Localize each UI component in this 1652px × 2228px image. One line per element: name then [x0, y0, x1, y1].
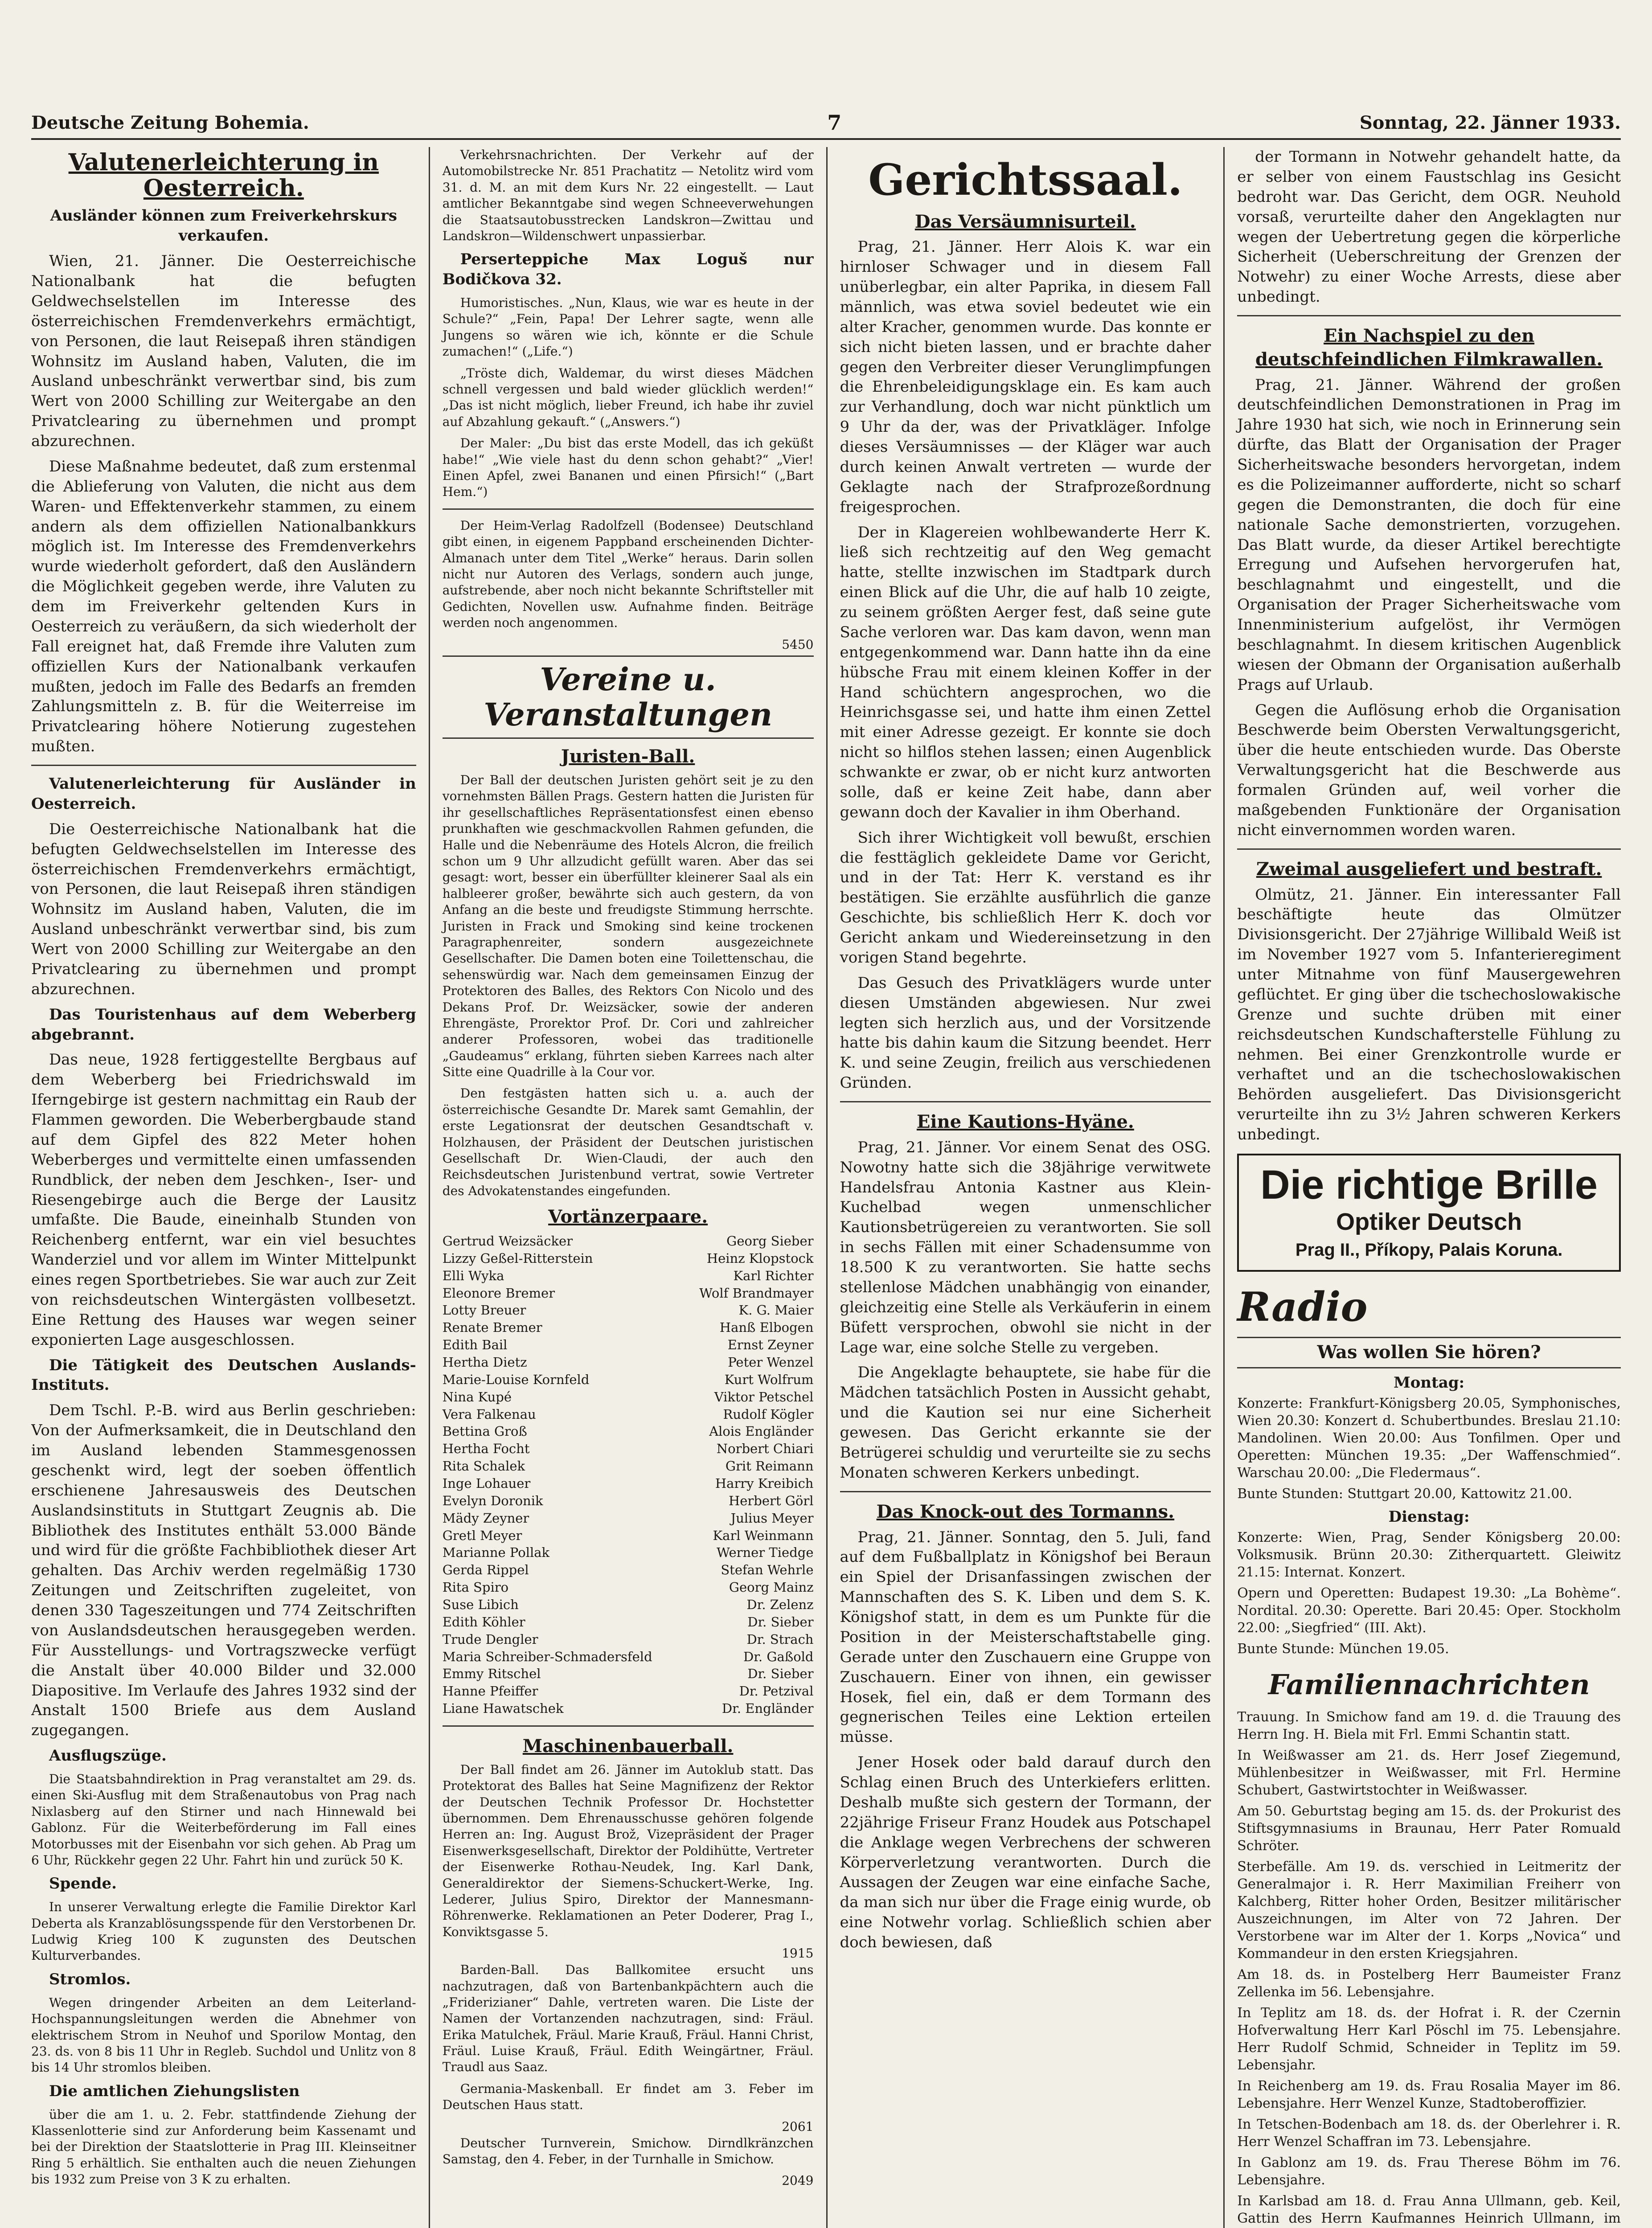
- dancer-gentleman: Dr. Gaßold: [743, 1649, 814, 1664]
- optician-advertisement: [1237, 1154, 1621, 1272]
- dance-pair-row: [443, 1596, 814, 1614]
- dancer-lady: Hertha Dietz: [442, 1355, 527, 1370]
- family-entry: Sterbefälle. Am 19. ds. verschied in Leitmeritz der Generalmajor i. R. Herr Maximilian Freiherr von Kalchberg, Ritter hoher Orden, Besitzer militärischer Auszeichnungen, im Alter von 72 Jahren. Der Verstorbene war im Alter der 1. Korps „Novica“ und Kommandeur in den ersten Kriegsjahren.: [1237, 1859, 1621, 1962]
- dance-pair-row: [443, 1354, 814, 1371]
- dance-pair-row: [443, 1388, 814, 1406]
- dancer-lady: Inge Lohauer: [442, 1476, 531, 1491]
- paragraph: Olmütz, 21. Jänner. Ein interessanter Fall beschäftigte heute das Olmützer Divisionsgericht. Der 27jährige Willibald Weiß ist im November 1927 vom 5. Infanterieregiment unter Mitnahme von fünf Mausergewehren geflüchtet. Er ging über die tschechoslowakische Grenze und suchte drüben mit einer reichsdeutschen Kundschafterstelle Fühlung zu nehmen. Bei einer Grenzkontrolle wurde er verhaftet und an die tschechoslowakischen Behörden ausgeliefert. Das Divisionsgericht verurteilte ihn zu 3½ Jahren schweren Kerkers unbedingt.: [1237, 885, 1621, 1144]
- article-title: Das Versäumnisurteil.: [914, 211, 1136, 232]
- dancer-gentleman: Kurt Wolfrum: [724, 1372, 814, 1387]
- paragraph: Das Gesuch des Privatklägers wurde unter diesen Umständen abgewiesen. Nur zwei legten sich herzlich aus, und der Vorsitzende hatte bis dahin kaum die Sitzung beendet. Herr K. und seine Zeugin, freilich aus verschiedenen Gründen.: [840, 974, 1211, 1092]
- paragraph: Den festgästen hatten sich u. a. auch der österreichische Gesandte Dr. Marek samt Gemahlin, der erste Legationsrat der deutschen Gesandtschaft v. Holzhausen, der Präsident der Deutschen juristischen Gesellschaft Dr. Wien-Claudi, der auch den Reichsdeutschen Juristenbund vertrat, sowie Vertreter des Advokatenstandes eingefunden.: [442, 1086, 814, 1198]
- page-header: [31, 107, 1621, 140]
- dancer-gentleman: Georg Sieber: [726, 1233, 814, 1249]
- dancer-gentleman: Dr. Zelenz: [746, 1597, 814, 1613]
- dancer-gentleman: Stefan Wehrle: [721, 1562, 814, 1578]
- dance-pair-row: [443, 1648, 814, 1666]
- dancer-lady: Rita Schalek: [442, 1458, 525, 1474]
- newspaper-name: Deutsche Zeitung Bohemia.: [31, 112, 309, 133]
- short-heading: Das Touristenhaus auf dem Weberberg abgebrannt.: [31, 1005, 416, 1044]
- dancer-lady: Trude Dengler: [442, 1631, 538, 1647]
- short-heading: Die amtlichen Ziehungslisten: [49, 2082, 300, 2100]
- list-title: Vortänzerpaare.: [548, 1206, 708, 1228]
- article-title: Valutenerleichterung in Oesterreich.: [68, 149, 379, 202]
- dancer-gentleman: Dr. Petzival: [739, 1683, 814, 1699]
- dancer-lady: Elli Wyka: [442, 1268, 504, 1283]
- dancer-lady: Hanne Pfeiffer: [442, 1683, 538, 1699]
- page-number: 7: [827, 111, 842, 135]
- short-heading: Stromlos.: [49, 1970, 131, 1988]
- radio-section-title: Radio: [1237, 1283, 1368, 1331]
- family-entry: Am 50. Geburtstag beging am 15. ds. der Prokurist des Stiftsgymnasiums in Braunau, Herr Pater Romuald Schröter.: [1237, 1803, 1621, 1854]
- article-title: Das Knock-out des Tormanns.: [876, 1501, 1175, 1522]
- dancer-gentleman: Dr. Engländer: [721, 1701, 814, 1716]
- dance-pair-row: [443, 1250, 814, 1267]
- dance-pair-row: [443, 1233, 814, 1250]
- short-heading: Die Tätigkeit des Deutschen Auslands-Instituts.: [31, 1356, 416, 1394]
- dancer-lady: Edith Köhler: [442, 1614, 525, 1630]
- short-heading: Spende.: [49, 1875, 117, 1893]
- dancer-gentleman: Rudolf Kögler: [723, 1406, 814, 1422]
- dancer-lady: Maria Schreiber-Schmadersfeld: [442, 1649, 652, 1664]
- paragraph: Jener Hosek oder bald darauf durch den Schlag einen Bruch des Unterkiefers erlitten. Deshalb mußte sich gestern der Tormann, der 22jährige Friseur Franz Houdek aus Potschapel die Anklage wegen Verbrechens der schweren Körperverletzung verantworten. Durch die Aussagen der Zeugen war eine einfache Sache, da man sich nur über die Frage einig wurde, ob eine Notwehr vorlag. Schließlich schien aber doch bewiesen, daß: [840, 1753, 1211, 1952]
- dance-pair-row: [443, 1561, 814, 1579]
- advertisement-line: Perserteppiche Max Loguš nur Bodičkova 32.: [442, 250, 814, 289]
- section-title: Vereine u. Veranstaltungen: [443, 655, 814, 739]
- dance-pair-row: [443, 1665, 814, 1683]
- dancer-gentleman: Peter Wenzel: [728, 1355, 814, 1370]
- dance-pair-row: [443, 1458, 814, 1475]
- day-heading: Dienstag:: [1388, 1508, 1470, 1526]
- dance-pair-row: [443, 1406, 814, 1423]
- dance-pair-row: [443, 1423, 814, 1440]
- paragraph: Germania-Maskenball. Er findet am 3. Feber im Deutschen Haus statt.: [442, 2081, 814, 2113]
- paragraph: Der in Klagereien wohlbewanderte Herr K. ließ sich rechtzeitig auf den Weg gemacht hatte, stellte inzwischen im Stadtpark durch einen Blick auf die Uhr, die auf halb 10 zeigte, zu seinem größten Aerger fest, daß seine gute Sache verloren war. Das kam davon, wenn man entgegenkommend war. Dann hatte ihn da eine hübsche Frau mit einem kleinen Koffer in der Hand schüchtern angesprochen, wo die Heinrichsgasse sei, und hatte ihm einen Zettel mit einer Adresse gezeigt. Er konnte sie doch nicht so hilflos stehen lassen; einen Augenblick schwankte er zwar, ob er nicht kurz antworten solle, daß er keine Zeit habe, dann aber gewann doch der Kavalier in ihm Oberhand.: [840, 523, 1211, 821]
- family-entry: In Weißwasser am 21. ds. Herr Josef Ziegemund, Mühlenbesitzer in Weißwasser, mit Frl. Hermine Schubert, Gastwirtstochter in Weißwasser.: [1237, 1747, 1621, 1798]
- family-entry: In Karlsbad am 18. d. Frau Anna Ullmann, geb. Keil, Gattin des Herrn Kaufmannes Heinrich Ullmann, im: [1237, 2193, 1621, 2226]
- family-entry: In Gablonz am 19. ds. Frau Therese Böhm im 76. Lebensjahre.: [1237, 2154, 1621, 2188]
- divider: [1237, 848, 1621, 850]
- family-entry: Trauung. In Smichow fand am 19. d. die Trauung des Herrn Ing. H. Biela mit Frl. Emmi Schantin statt.: [1237, 1709, 1621, 1742]
- reference-number: 2061: [782, 2119, 814, 2134]
- article-title: Maschinenbauerball.: [522, 1736, 734, 1757]
- dancer-gentleman: Norbert Chiari: [716, 1441, 814, 1457]
- article-title: Juristen-Ball.: [561, 746, 695, 767]
- dance-pair-row: [443, 1319, 814, 1336]
- paragraph: Der Maler: „Du bist das erste Modell, das ich geküßt habe!“ „Wie viele hast du denn schon gehabt?“ „Vier! Einen Apfel, zwei Bananen und einen Pfirsich!“ („Bart Hem.“): [442, 436, 814, 500]
- column-4: [1223, 147, 1621, 2228]
- dancer-lady: Edith Bail: [442, 1337, 508, 1353]
- reference-number: 5450: [782, 637, 814, 652]
- dancer-lady: Lizzy Geßel-Ritterstein: [442, 1250, 593, 1266]
- column-1: [31, 147, 429, 2228]
- dancer-lady: Vera Falkenau: [442, 1406, 536, 1422]
- family-entry: In Teplitz am 18. ds. der Hofrat i. R. der Czernin Hofverwaltung Herr Karl Pöschl im 75. Lebensjahre. Herr Rudolf Schmid, Schneider in Teplitz im 59. Lebensjahr.: [1237, 2005, 1621, 2073]
- dancer-gentleman: Herbert Görl: [728, 1493, 814, 1508]
- paragraph: Prag, 21. Jänner. Während der großen deutschfeindlichen Demonstrationen in Prag im Jahre 1930 hat sich, wie noch in Erinnerung sein dürfte, das Blatt der Organisation der Prager Sicherheitswache besonders hervorgetan, indem es die Polizeimanner aufforderte, nicht so scharf gegen die Demonstranten, die doch für eine nationale Sache demonstrierten, vorzugehen. Das Blatt wurde, da dieser Artikel berechtigte Erregung und Aufsehen hervorgerufen hat, beschlagnahmt und eingestellt, und die Organisation der Prager Sicherheitswache vom Innenministerium aufgelöst, ihr Vermögen beschlagnahmt. In diesem kritischen Augenblick wiesen der Obmann der Organisation außerhalb Prags auf Urlaub.: [1237, 376, 1621, 694]
- dancer-gentleman: Dr. Sieber: [747, 1614, 814, 1630]
- program-entry: Bunte Stunden: Stuttgart 20.00, Kattowitz 21.00.: [1237, 1486, 1573, 1502]
- dancer-gentleman: Ernst Zeyner: [727, 1337, 814, 1353]
- paragraph: Humoristisches. „Nun, Klaus, wie war es heute in der Schule?“ „Fein, Papa! Der Lehrer sagte, wenn alle Jungens so wären wie ich, könnte er die Schule zumachen!“ („Life.“): [442, 295, 814, 359]
- dance-pair-row: [443, 1510, 814, 1527]
- short-heading: Ausflugszüge.: [49, 1747, 167, 1765]
- dance-pair-row: [443, 1631, 814, 1648]
- dance-pair-row: [443, 1371, 814, 1388]
- dancer-lady: Suse Libich: [442, 1597, 519, 1613]
- ad-company: Optiker Deutsch: [1336, 1208, 1522, 1236]
- paragraph: Deutscher Turnverein, Smichow. Dirndlkränzchen Samstag, den 4. Feber, in der Turnhalle in Smichow.: [442, 2135, 814, 2167]
- divider: [443, 508, 814, 510]
- dancer-gentleman: Dr. Strach: [746, 1631, 814, 1647]
- paragraph: Das neue, 1928 fertiggestellte Bergbaus auf dem Weberberg bei Friedrichswald im Iferngebirge ist gestern nachmittag ein Raub der Flammen geworden. Die Weberbergbaude stand auf dem Gipfel des 822 Meter hohen Weberberges und vermittelte einen umfassenden Rundblick, der neben dem Jeschken-, Iser- und Riesengebirge auch die Berge der Lausitz umfaßte. Die Baude, eineinhalb Stunden von Reichenberg entfernt, war ein viel besuchtes Wanderziel und vor allem im Winter Mittelpunkt eines regen Sportbetriebes. Sie war auch zur Zeit von reichsdeutschen Wintergästen vollbesetzt. Eine Rettung des Hauses war wegen seiner exponierten Lage ausgeschlossen.: [31, 1051, 416, 1349]
- dancer-gentleman: Alois Engländer: [709, 1424, 814, 1439]
- paragraph: Die Angeklagte behauptete, sie habe für die Mädchen tatsächlich Posten in Aussicht gehabt, und die Kaution sei nur eine Sicherheit gewesen. Das Gericht erkannte sie der Betrügerei schuldig und verurteilte sie zu sechs Monaten schweren Kerkers unbedingt.: [840, 1364, 1211, 1482]
- dancer-lady: Gretl Meyer: [442, 1528, 522, 1543]
- columns: [31, 147, 1621, 2228]
- paragraph: Die Staatsbahndirektion in Prag veranstaltet am 29. ds. einen Ski-Ausflug mit dem Straßenautobus von Prag nach Nixlasberg auf den Stirner und nach Hinnewald bei Gablonz. Für die Weiterbeförderung im Fall eines Motorbusses mit der Eisenbahn vor sich gehen. Ab Prag um 6 Uhr, Rückkehr gegen 22 Uhr. Fahrt hin und zurück 50 K.: [31, 1772, 416, 1868]
- divider: [443, 1725, 814, 1727]
- dancer-gentleman: K. G. Maier: [738, 1302, 814, 1318]
- dance-pair-row: [443, 1544, 814, 1561]
- dance-pair-row: [443, 1683, 814, 1700]
- paragraph: Verkehrsnachrichten. Der Verkehr auf der Automobilstrecke Nr. 851 Prachatitz — Netolitz wird vom 31. d. M. an mit dem Kurs Nr. 22 eingestellt. — Laut amtlicher Bekanntgabe sind wegen Schneeverwehungen die Staatsautobusstrecken Landskron—Zwittau und Landskron—Wildenschwert unpassierbar.: [442, 147, 814, 243]
- article-title: Eine Kautions-Hyäne.: [916, 1111, 1134, 1133]
- dance-pair-row: [443, 1302, 814, 1319]
- paragraph: Gegen die Auflösung erhob die Organisation Beschwerde beim Obersten Verwaltungsgericht, über die heute entschieden wurde. Das Oberste Verwaltungsgericht hat die Beschwerde aus formalen Gründen auf, weil vorher die maßgebenden Funktionäre der Organisation nicht einvernommen worden waren.: [1237, 701, 1621, 839]
- family-entry: In Reichenberg am 19. ds. Frau Rosalia Mayer im 86. Lebensjahre. Herr Wenzel Kunze, Stadtoberoffizier.: [1237, 2078, 1621, 2111]
- dancer-gentleman: Julius Meyer: [730, 1510, 814, 1526]
- paragraph: Der Ball findet am 26. Jänner im Autoklub statt. Das Protektorat des Balles hat Seine Magnifizenz der Rektor der Deutschen Technik Professor Dr. Hochstetter übernommen. Dem Ehrenausschusse gehören folgende Herren an: Ing. August Brož, Vizepräsident der Prager Eisenwerksgesellschaft, Direktor der Poldihütte, Vertreter der Eisenwerke Rothau-Neudek, Ing. Karl Dank, Generaldirektor der Siemens-Schuckert-Werke, Ing. Lederer, Julius Spiro, Direktor der Mannesmann-Röhrenwerke. Reklamationen an Peter Doderer, Prag I., Konviktsgasse 5.: [442, 1762, 814, 1939]
- program-entry: Konzerte: Frankfurt-Königsberg 20.05, Symphonisches, Wien 20.30: Konzert d. Schubertbundes. Breslau 21.10: Mandolinen. Wien 20.00: Aus Tonfilmen. Oper und Operetten: München 19.35: „Der Waffenschmied“. Warschau 20.00: „Die Fledermaus“.: [1237, 1396, 1621, 1481]
- column-2: [429, 147, 826, 2228]
- dancer-gentleman: Viktor Petschel: [714, 1389, 814, 1405]
- radio-subtitle: Was wollen Sie hören?: [1237, 1337, 1621, 1368]
- paragraph: Prag, 21. Jänner. Sonntag, den 5. Juli, fand auf dem Fußballplatz in Königshof bei Beraun ein Spiel der Drisanfassingen zwischen der Mannschaften des S. K. Liben und dem S. K. Königshof statt, in dem es um Punkte für die Position in der Meisterschaftstabelle ging. Gerade unter den Zuschauern eine Gruppe von Zuschauern. Einer von ihnen, ein gewisser Hosek, fiel ein, daß er dem Tormann des gegnerischen Teiles eine Lektion erteilen müsse.: [840, 1528, 1211, 1746]
- day-heading: Montag:: [1394, 1374, 1465, 1392]
- article-title: Ein Nachspiel zu den deutschfeindlichen Filmkrawallen.: [1255, 325, 1603, 370]
- paragraph: Sich ihrer Wichtigkeit voll bewußt, erschien die festtäglich gekleidete Dame vor Gericht, und in der Tat: Herr K. verstand es ihr bestätigen. Sie erzählte ausführlich die ganze Geschichte, bis schließlich Herr K. doch vor Gericht ankam und Wiedereinsetzung in den vorigen Stand begehrte.: [840, 828, 1211, 967]
- dance-pair-row: [443, 1579, 814, 1596]
- program-entry: Konzerte: Wien, Prag, Sender Königsberg 20.00: Volksmusik. Brünn 20.30: Zitherquartett. Gleiwitz 21.15: Internat. Konzert.: [1237, 1529, 1621, 1580]
- dancer-lady: Bettina Groß: [442, 1424, 527, 1439]
- paragraph: Der Heim-Verlag Radolfzell (Bodensee) Deutschland gibt einen, in eigenem Pappband erscheinenden Dichter-Almanach unter dem Titel „Werke“ heraus. Darin sollen nicht nur Autoren des Verlags, sondern auch junge, aufstrebende, aber noch nicht bekannte Schriftsteller mit Gedichten, Novellen usw. Aufnahme finden. Beiträge werden noch angenommen.: [442, 518, 814, 631]
- paragraph: Prag, 21. Jänner. Vor einem Senat des OSG. Nowotny hatte sich die 38jährige verwitwete Handelsfrau Antonia Kastner aus Klein-Kuchelbad wegen unmenschlicher Kautionsbetrügereien zu verantworten. Sie soll in sechs Fällen mit einer Schadensumme von 18.500 K zu verantworten. Sie hatte sechs stellenlose Mädchen unabhängig von einander, gleichzeitig eine Stelle als Verkäuferin in einem Büfett versprochen, obwohl sie nicht in der Lage war, eine solche Stelle zu vergeben.: [840, 1138, 1211, 1356]
- dance-pair-row: [443, 1440, 814, 1458]
- dancer-lady: Rita Spiro: [442, 1580, 509, 1595]
- ad-address: Prag II., Příkopy, Palais Koruna.: [1295, 1240, 1563, 1260]
- dance-pair-row: [443, 1267, 814, 1285]
- dancer-lady: Emmy Ritschel: [442, 1666, 541, 1682]
- paragraph: Diese Maßnahme bedeutet, daß zum erstenmal die Ablieferung von Valuten, die nicht aus dem Waren- und Effektenverkehr stammen, zu einem andern als dem offiziellen Nationalbankkurs möglich ist. Im Interesse des Fremdenverkehrs wurde wiederholt gefordert, daß den Ausländern die Möglichkeit gegeben werde, ihre Valuten zu dem im Freiverkehr geltenden Kurs in Oesterreich zu veräußern, da sich wiederholt der Fall ereignet hat, daß Fremde ihre Valuten zum offiziellen Kurs der Nationalbank verkaufen mußten, jedoch im Falle des Bedarfs an fremden Zahlungsmitteln z. B. für die Weiterreise im Privatclearing höhere Notierung zugestehen mußten.: [31, 457, 416, 756]
- divider: [1237, 315, 1621, 316]
- dancer-lady: Mädy Zeyner: [442, 1510, 529, 1526]
- dance-pair-row: [443, 1614, 814, 1631]
- paragraph: Wien, 21. Jänner. Die Oesterreichische Nationalbank hat die befugten Geldwechselstellen im Interesse des österreichischen Fremdenverkehrs ermächtigt, von Personen, die laut Reisepaß ihren ständigen Wohnsitz im Ausland haben, Valuten, die im Ausland unbeschränkt verwertbar sind, bis zum Wert von 2000 Schilling zur Weitergabe an den Privatclearing zu übernehmen und prompt abzurechnen.: [31, 252, 416, 451]
- dancer-lady: Marie-Louise Kornfeld: [442, 1372, 590, 1387]
- dancer-lady: Hertha Focht: [442, 1441, 530, 1457]
- dancer-lady: Lotty Breuer: [442, 1302, 526, 1318]
- dancer-gentleman: Hanß Elbogen: [719, 1320, 814, 1335]
- divider: [840, 1101, 1211, 1102]
- dance-pairs-list: [443, 1233, 814, 1717]
- dancer-gentleman: Georg Mainz: [729, 1580, 814, 1595]
- paragraph: Barden-Ball. Das Ballkomitee ersucht uns nachzutragen, daß von Bartenbankpächtern auch die „Friderizianer“ Dahle, vertreten waren. Die Liste der Namen der Vortanzenden nachzutragen, sind: Fräul. Erika Matulchek, Fräul. Marie Krauß, Fräul. Hanni Christ, Fräul. Luise Krauß, Fräul. Edith Weingärtner, Fräul. Traudl aus Saaz.: [442, 1962, 814, 2075]
- column-3: [826, 147, 1224, 2228]
- issue-date: Sonntag, 22. Jänner 1933.: [1359, 112, 1621, 133]
- dancer-gentleman: Wolf Brandmayer: [699, 1285, 814, 1301]
- dance-pair-row: [443, 1700, 814, 1717]
- article-title: Zweimal ausgeliefert und bestraft.: [1256, 858, 1602, 880]
- dancer-lady: Eleonore Bremer: [442, 1285, 555, 1301]
- paragraph: Prag, 21. Jänner. Herr Alois K. war ein hirnloser Schwager und in diesem Fall unüberlegbar, ein alter Paprika, in diesem Fall männlich, was etwa soviel bedeutet wie ein alter Kracher, genommen wurde. Das konnte er sich nicht bieten lassen, und er brachte daher gegen den Verbreiter dieser Verunglimpfungen die Ehrenbeleidigungsklage ein. Es kam auch zur Verhandlung, doch war nicht pünktlich um 9 Uhr da der, was der Privatkläger. Infolge dieses Versäumnisses — der Kläger war auch durch keinen Anwalt vertreten — wurde der Geklagte nach der Strafprozeßordnung freigesprochen.: [840, 238, 1211, 516]
- dance-pair-row: [443, 1285, 814, 1302]
- dancer-lady: Renate Bremer: [442, 1320, 542, 1335]
- dancer-gentleman: Werner Tiedge: [717, 1545, 814, 1560]
- short-heading: Valutenerleichterung für Ausländer in Oesterreich.: [31, 775, 416, 813]
- ad-headline: Die richtige Brille: [1260, 1162, 1598, 1208]
- article-subtitle: Ausländer können zum Freiverkehrskurs verkaufen.: [50, 207, 398, 245]
- dance-pair-row: [443, 1527, 814, 1544]
- dancer-gentleman: Grit Reimann: [725, 1458, 814, 1474]
- dancer-lady: Marianne Pollak: [442, 1545, 550, 1560]
- family-entry: In Tetschen-Bodenbach am 18. ds. der Oberlehrer i. R. Herr Wenzel Schaffran im 73. Lebensjahre.: [1237, 2116, 1621, 2150]
- dancer-lady: Nina Kupé: [442, 1389, 512, 1405]
- paragraph: „Tröste dich, Waldemar, du wirst dieses Mädchen schnell vergessen und bald wieder glücklich werden!“ „Das ist nicht möglich, lieber Freund, ich habe ihr zuviel auf Abzahlung gekauft.“ („Answers.“): [442, 365, 814, 429]
- dancer-lady: Evelyn Doronik: [442, 1493, 543, 1508]
- paragraph: über die am 1. u. 2. Febr. stattfindende Ziehung der Klassenlotterie sind zur Anforderung beim Kassenamt und bei der Direktion der Staatslotterie in Prag III. Kleinseitner Ring 5 erhältlich. Sie enthalten auch die neuen Ziehungen bis 1932 zum Preise von 3 K zu erhalten.: [31, 2107, 416, 2187]
- family-news-title: Familiennachrichten: [1268, 1668, 1590, 1701]
- paragraph: Wegen dringender Arbeiten an dem Leiterland-Hochspannungsleitungen werden die Abnehmer von elektrischem Strom in Neuhof und Sporilow Montag, den 23. ds. von 8 bis 11 Uhr in Regleb. Suchdol und Unlitz von 8 bis 14 Uhr stromlos bleiben.: [31, 1995, 416, 2075]
- paragraph: In unserer Verwaltung erlegte die Familie Direktor Karl Deberta als Kranzablösungsspende für den Verstorbenen Dr. Ludwig Krieg 100 K zugunsten des Deutschen Kulturverbandes.: [31, 1900, 416, 1963]
- reference-number: 2049: [782, 2173, 814, 2188]
- program-entry: Bunte Stunde: München 19.05.: [1237, 1641, 1449, 1657]
- dance-pair-row: [443, 1475, 814, 1492]
- paragraph: Dem Tschl. P.-B. wird aus Berlin geschrieben: Von der Aufmerksamkeit, die in Deutschland den im Ausland lebenden Stammesgenossen geschenkt wird, legt der soeben öffentlich erschienene Jahresausweis des Deutschen Auslandsinstituts in Stuttgart Zeugnis ab. Die Bibliothek des Institutes enthält 53.000 Bände und wird für die größte Fachbibliothek dieser Art gehalten. Das Archiv werden regelmäßig 1730 Zeitungen und Zeitschriften zugeleitet, von denen 330 Tageszeitungen und 774 Zeitschriften von Auslandsdeutschen herausgegeben werden. Für Ausstellungs- und Vortragszwecke verfügt die Anstalt über 40.000 Bilder und 32.000 Diapositive. Im Verlaufe des Jahres 1932 sind der Anstalt 1500 Briefe aus dem Ausland zugegangen.: [31, 1401, 416, 1740]
- reference-number: 1915: [782, 1946, 814, 1961]
- dance-pair-row: [443, 1492, 814, 1510]
- dancer-gentleman: Harry Kreibich: [715, 1476, 814, 1491]
- dancer-gentleman: Karl Richter: [733, 1268, 814, 1283]
- family-entry: Am 18. ds. in Postelberg Herr Baumeister Franz Zellenka im 56. Lebensjahre.: [1237, 1966, 1621, 2000]
- dancer-lady: Gerda Rippel: [442, 1562, 529, 1578]
- dancer-gentleman: Karl Weinmann: [713, 1528, 814, 1543]
- dance-pair-row: [443, 1336, 814, 1354]
- dancer-gentleman: Dr. Sieber: [747, 1666, 814, 1682]
- dancer-lady: Gertrud Weizsäcker: [442, 1233, 573, 1249]
- dancer-gentleman: Heinz Klopstock: [706, 1250, 814, 1266]
- paragraph: der Tormann in Notwehr gehandelt hatte, da er selber von einem Faustschlag ins Gesicht bedroht war. Das Gericht, dem OGR. Neuhold vorsaß, verurteilte daher den Angeklagten nur wegen der Uebertretung gegen die körperliche Sicherheit (Ueberschreitung der Grenzen der Notwehr) zu einer Woche Arrests, diese aber unbedingt.: [1237, 148, 1621, 306]
- program-entry: Opern und Operetten: Budapest 19.30: „La Bohème“. Nordital. 20.30: Operette. Bari 20.45: Oper. Stockholm 22.00: „Siegfried“ (III. Akt).: [1237, 1585, 1621, 1636]
- section-title: Gerichtssaal.: [868, 155, 1183, 205]
- paragraph: Der Ball der deutschen Juristen gehört seit je zu den vornehmsten Bällen Prags. Gestern hatten die Juristen für ihr gesellschaftliches Repräsentationsfest einen ebenso prunkhaften wie geschmackvollen Rahmen gefunden, die Halle und die Nebenräume des Hotels Alcron, die freilich schon um 9 Uhr allzudicht gefüllt waren. Aber das sei gesagt: wort, besser ein überfüllter kleinerer Saal als ein halbleerer großer, bewährte sich auch gestern, da von Anfang an die beste und freudigste Stimmung herrschte. Juristen in Frack und Smoking sind keine trockenen Paragraphenreiter, sondern ausgezeichnete Gesellschafter. Die Damen boten eine Toilettenschau, die sehenswürdig war. Nach dem gemeinsamen Einzug der Protektoren des Balles, des Rektors Con Nicolo und des Dekans Prof. Dr. Weizsäcker, sowie der anderen Ehrengäste, Prorektor Prof. Dr. Cori und zahlreicher anderer Professoren, wobei das traditionelle „Gaudeamus“ erklang, führten sieben Karrees nach alter Sitte eine Quadrille à la Cour vor.: [442, 773, 814, 1080]
- divider: [31, 765, 416, 766]
- divider: [840, 1491, 1211, 1492]
- paragraph: Die Oesterreichische Nationalbank hat die befugten Geldwechselstellen im Interesse des österreichischen Fremdenverkehrs ermächtigt, von Personen, die laut Reisepaß ihren ständigen Wohnsitz im Ausland haben, Valuten, die im Ausland unbeschränkt verwertbar sind, bis zum Wert von 2000 Schilling zur Weitergabe an den Privatclearing zu übernehmen und prompt abzurechnen.: [31, 820, 416, 998]
- dancer-lady: Liane Hawatschek: [442, 1701, 564, 1716]
